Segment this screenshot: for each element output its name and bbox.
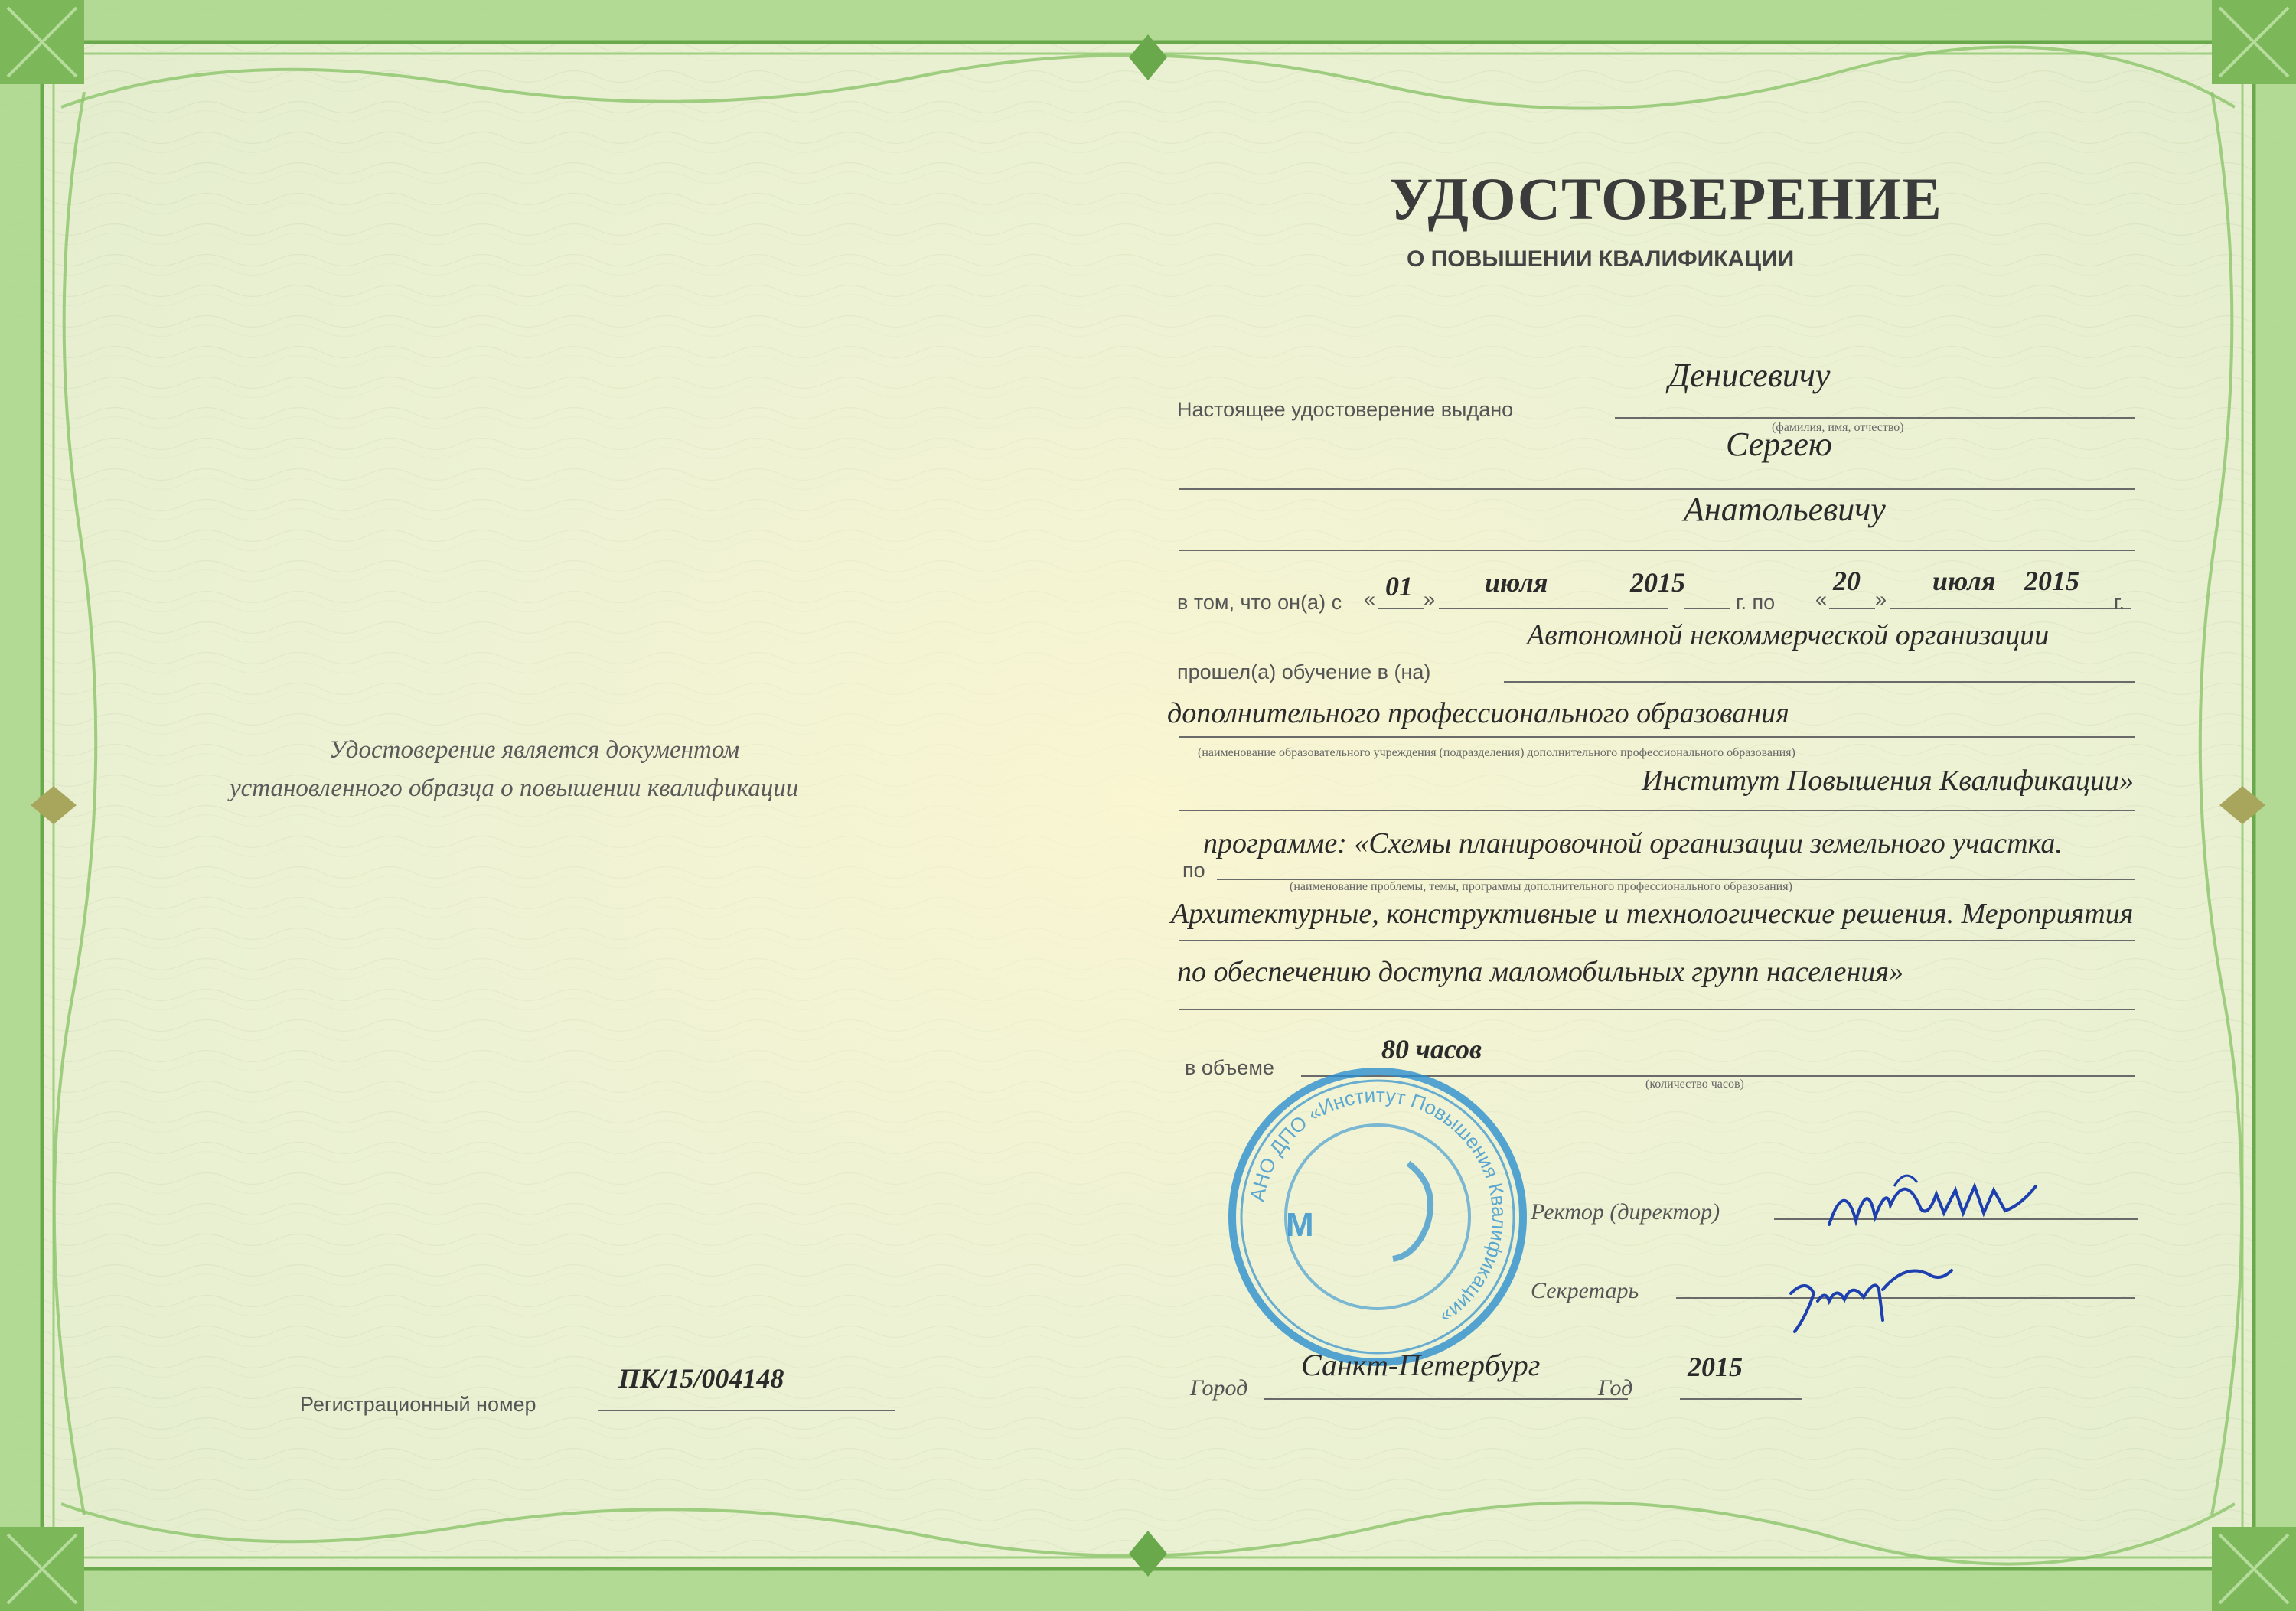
to-month: июля: [1932, 566, 1996, 596]
first-name: Сергею: [1726, 426, 1832, 463]
registration-label: Регистрационный номер: [300, 1393, 536, 1416]
issued-to-caption: (фамилия, имя, отчество): [1772, 421, 1904, 434]
year-underline: [1680, 1398, 1802, 1400]
to-day: 20: [1833, 566, 1861, 596]
from-day-underline: [1378, 608, 1424, 609]
to-month-underline: [1890, 608, 2112, 609]
year-value: 2015: [1688, 1352, 1743, 1382]
from-year: 2015: [1630, 567, 1685, 598]
period-mid: г. по: [1736, 591, 1776, 614]
volume-value: 80 часов: [1381, 1034, 1482, 1065]
volume-label: в объеме: [1185, 1056, 1274, 1079]
city-underline: [1264, 1398, 1628, 1400]
period-to-close-quote: »: [1875, 588, 1887, 611]
from-year-underline: [1684, 608, 1730, 609]
volume-caption: (количество часов): [1645, 1078, 1744, 1091]
secretary-label: Секретарь: [1531, 1278, 1639, 1303]
patronymic-underline: [1179, 550, 2135, 551]
city-label: Город: [1190, 1375, 1248, 1401]
program-caption: (наименование проблемы, темы, программы дополнительного профессионального образования): [1290, 880, 1792, 893]
institution-line2: дополнительного профессионального образования: [1167, 697, 1789, 729]
left-note-line1: Удостоверение является документом: [329, 736, 740, 764]
issued-to-underline: [1615, 417, 2135, 419]
to-day-underline: [1829, 608, 1875, 609]
period-from-open-quote: «: [1364, 588, 1376, 611]
rector-signature: [1821, 1163, 2051, 1247]
period-from-close-quote: »: [1424, 588, 1436, 611]
registration-underline: [598, 1410, 895, 1411]
program-label: по: [1182, 859, 1205, 882]
stamp-center-letter: М: [1286, 1206, 1314, 1244]
surname: Денисевичу: [1668, 357, 1831, 394]
document-title: УДОСТОВЕРЕНИЕ: [1389, 165, 1942, 232]
issued-to-label: Настоящее удостоверение выдано: [1177, 398, 1514, 421]
institution-label: прошел(а) обучение в (на): [1177, 660, 1431, 683]
to-year: 2015: [2024, 566, 2079, 596]
program-line1: программе: «Схемы планировочной организации земельного участка.: [1203, 827, 2063, 859]
to-year-underline: [2089, 608, 2131, 609]
institution-line1: Автономной некоммерческой организации: [1527, 619, 2050, 651]
official-stamp: [1217, 1064, 1538, 1370]
program-line2-underline: [1179, 940, 2135, 941]
secretary-signature: [1776, 1247, 1990, 1347]
institution-caption: (наименование образовательного учреждения (подразделения) дополнительного профессионального образования): [1198, 746, 1795, 759]
from-month-underline: [1439, 608, 1668, 609]
institution-line1-underline: [1504, 681, 2135, 683]
program-line2: Архитектурные, конструктивные и технологические решения. Мероприятия: [1171, 898, 2134, 930]
year-label: Год: [1598, 1375, 1633, 1401]
stamp-ring-text: АНО ДПО «Институт Повышения Квалификации»: [1245, 1083, 1512, 1329]
institution-line3: Институт Повышения Квалификации»: [1642, 765, 2134, 797]
program-line3-underline: [1179, 1009, 2135, 1010]
first-name-underline: [1179, 488, 2135, 490]
left-note-line2: установленного образца о повышении квалификации: [230, 775, 799, 802]
registration-number: ПК/15/004148: [618, 1363, 784, 1394]
period-to-open-quote: «: [1815, 588, 1828, 611]
period-suffix: г.: [2114, 591, 2125, 614]
institution-line3-underline: [1179, 810, 2135, 811]
rector-label: Ректор (директор): [1531, 1199, 1720, 1225]
period-prefix: в том, что он(а) с: [1177, 591, 1342, 614]
city-value: Санкт-Петербург: [1301, 1348, 1541, 1382]
document-subtitle: О ПОВЫШЕНИИ КВАЛИФИКАЦИИ: [1407, 246, 1795, 272]
institution-line2-underline: [1179, 736, 2135, 738]
from-month: июля: [1485, 567, 1548, 598]
from-day: 01: [1385, 571, 1413, 602]
patronymic: Анатольевичу: [1684, 491, 1886, 528]
program-line3: по обеспечению доступа маломобильных групп населения»: [1177, 956, 1904, 988]
